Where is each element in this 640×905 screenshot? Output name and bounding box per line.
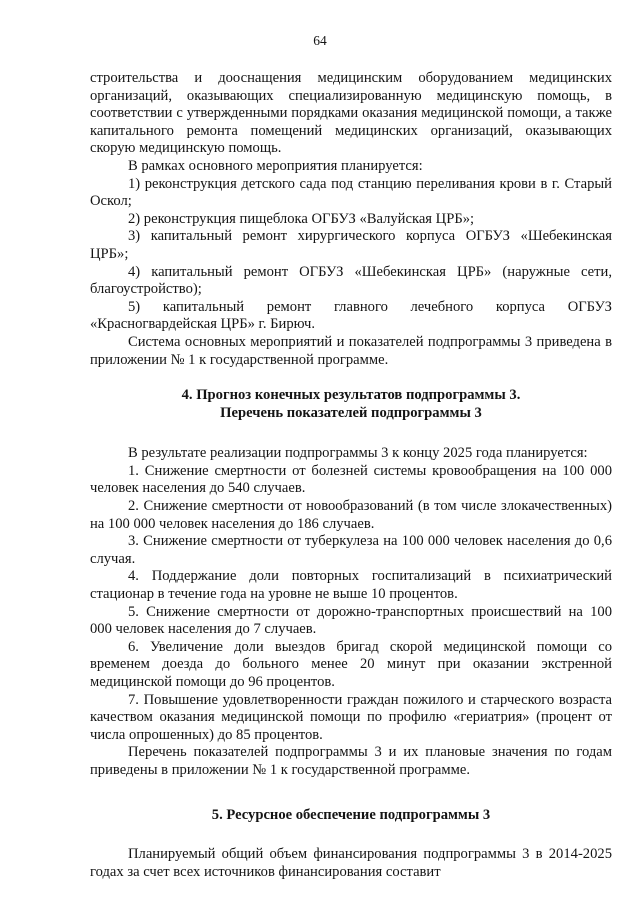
system-note: Система основных мероприятий и показателей подпрограммы 3 приведена в приложении № 1 к государственной программе.	[90, 333, 612, 368]
result-item: 7. Повышение удовлетворенности граждан пожилого и старческого возраста качеством оказания медицинской помощи по профилю «гериатрия» (процент от числа опрошенных) до 85 процентов.	[90, 691, 612, 743]
section-4-title-line-2: Перечень показателей подпрограммы 3	[220, 404, 482, 421]
plan-item: 2) реконструкция пищеблока ОГБУЗ «Валуйская ЦРБ»;	[128, 210, 475, 227]
plan-item: 4) капитальный ремонт ОГБУЗ «Шебекинская ЦРБ» (наружные сети, благоустройство);	[90, 263, 612, 298]
page-number: 64	[313, 33, 327, 48]
result-item: 1. Снижение смертности от болезней системы кровообращения на 100 000 человек населения до 540 случаев.	[90, 462, 612, 497]
result-item: 5. Снижение смертности от дорожно-транспортных происшествий на 100 000 человек населения до 7 случаев.	[90, 603, 612, 638]
plan-item: 5) капитальный ремонт главного лечебного корпуса ОГБУЗ «Красногвардейская ЦРБ» г. Бирюч.	[90, 298, 612, 333]
section-5-title: 5. Ресурсное обеспечение подпрограммы 3	[211, 806, 491, 823]
plan-item: 3) капитальный ремонт хирургического корпуса ОГБУЗ «Шебекинская ЦРБ»;	[90, 228, 612, 262]
result-item: 4. Поддержание доли повторных госпитализаций в психиатрический стационар в течение года на уровне не выше 10 процентов.	[90, 568, 612, 603]
result-item: 2. Снижение смертности от новообразований (в том числе злокачественных) на 100 000 человек населения до 186 случаев.	[90, 498, 612, 532]
section-4-closing: Перечень показателей подпрограммы 3 и их плановые значения по годам приведены в приложении № 1 к государственной программе.	[90, 744, 612, 778]
plan-item: 1) реконструкция детского сада под станцию переливания крови в г. Старый Оскол;	[90, 175, 612, 210]
section-4-intro: В результате реализации подпрограммы 3 к концу 2025 года планируется:	[128, 445, 588, 462]
section-5-text: Планируемый общий объем финансирования подпрограммы 3 в 2014-2025 годах за счет всех источников финансирования составит	[90, 846, 612, 880]
intro-paragraph: строительства и дооснащения медицинским оборудованием медицинских организаций, оказывающих специализированную медицинскую помощь, в соответствии с утвержденными порядками оказания медицинской помощи, а также капитального ремонта помещений медицинских организаций, оказывающих скорую медицинскую помощь.	[90, 70, 612, 157]
document-body	[90, 70, 612, 881]
section-4-title-line-1: 4. Прогноз конечных результатов подпрограммы 3.	[181, 387, 521, 404]
result-item: 6. Увеличение доли выездов бригад скорой медицинской помощи со временем доезда до больного менее 20 минут при оказании экстренной медицинской помощи до 96 процентов.	[90, 638, 612, 690]
result-item: 3. Снижение смертности от туберкулеза на 100 000 человек населения до 0,6 случая.	[90, 533, 612, 567]
section-4-heading	[90, 387, 612, 422]
plan-intro: В рамках основного мероприятия планируется:	[128, 157, 423, 174]
